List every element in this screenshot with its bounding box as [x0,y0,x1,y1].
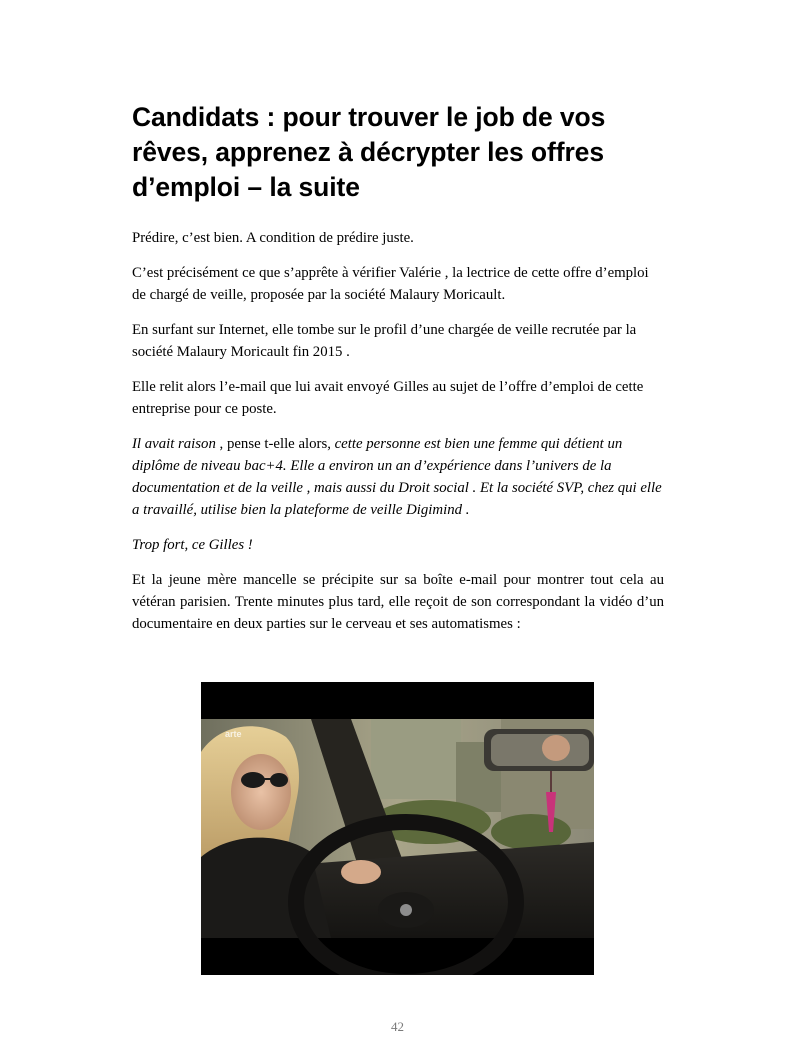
article-body [132,100,664,648]
video-still-image [201,682,594,975]
paragraph-3: En surfant sur Internet, elle tombe sur le profil d’une chargée de veille recrutée par la société Malaury Moricault fin 2015 . [132,322,637,360]
paragraph-5-roman: , pense t-elle alors, [215,436,335,452]
video-thumbnail[interactable] [201,682,594,975]
paragraph-2: C’est précisément ce que s’apprête à vérifier Valérie , la lectrice de cette offre d’emploi de chargé de veille, proposée par la société Malaury Moricault. [132,265,649,303]
paragraph-1: Prédire, c’est bien. A condition de prédire juste. [132,230,414,246]
paragraph-5-italic-body: cette personne est bien une femme qui détient un diplôme de niveau bac+4. Elle a environ un an d’expérience dans l’univers de la documentation et de la veille , mais aussi du Droit social . Et la société SVP, chez qui elle a travaillé, utilise bien la plateforme de veille Digimind . [132,436,662,518]
channel-logo: arte [225,729,242,739]
paragraph-4: Elle relit alors l’e-mail que lui avait envoyé Gilles au sujet de l’offre d’emploi de cette entreprise pour ce poste. [132,379,644,417]
article-title: Candidats : pour trouver le job de vos rêves, apprenez à décrypter les offres d’emploi – la suite [132,102,606,202]
page-number: 42 [391,1019,404,1034]
paragraph-7: Et la jeune mère mancelle se précipite sur sa boîte e-mail pour montrer tout cela au vétéran parisien. Trente minutes plus tard, elle reçoit de son correspondant la vidéo d’un documentaire en deux parties sur le cerveau et ses automatismes : [132,572,664,632]
paragraph-5 [132,433,664,521]
paragraph-6: Trop fort, ce Gilles ! [132,537,253,553]
paragraph-5-italic-lead: Il avait raison [132,436,216,452]
